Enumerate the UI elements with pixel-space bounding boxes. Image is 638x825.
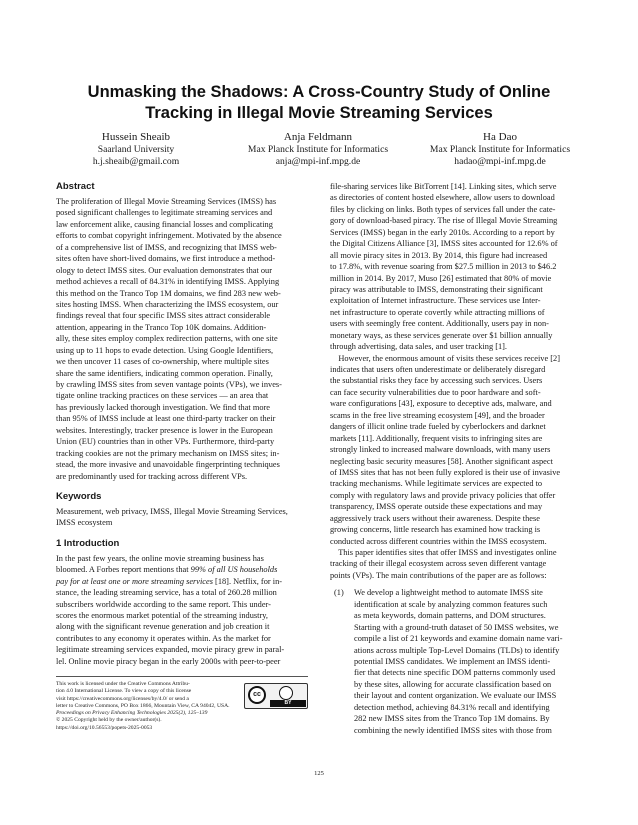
body-line: strongly linked to increased malware downloads, with many users bbox=[330, 445, 551, 455]
author-name: Ha Dao bbox=[483, 131, 517, 143]
list-line: We develop a lightweight method to automate IMSS site bbox=[354, 588, 543, 598]
abstract-line: law enforcement alike, causing financial losses and complicating bbox=[56, 219, 273, 229]
list-line: fier that detects nine specific DOM patterns commonly used bbox=[354, 668, 556, 678]
abstract-paragraph bbox=[56, 196, 308, 482]
body-line: files by clicking on links. Both types of services fall under the cate- bbox=[330, 204, 556, 214]
intro-text: bloomed. A Forbes report mentions that bbox=[56, 565, 191, 575]
body-line: gory of download-based piracy. The rise of Illegal Movie Streaming bbox=[330, 216, 558, 226]
abstract-line: has previously lacked thorough investigation. We find that more bbox=[56, 402, 270, 412]
abstract-line: using up to 11 hops to evade detection. Using Google Identifiers, bbox=[56, 345, 274, 355]
creative-commons-icon: cc bbox=[248, 686, 266, 704]
intro-line: along with the significant revenue generation and job creation it bbox=[56, 622, 270, 632]
keywords-line: Measurement, web privacy, IMSS, Illegal Movie Streaming Services, bbox=[56, 506, 288, 516]
body-line: can face security vulnerabilities due to poor hardware and soft- bbox=[330, 387, 541, 397]
list-line: Starting with a ground-truth dataset of 50 IMSS websites, we bbox=[354, 622, 559, 632]
left-column bbox=[56, 181, 308, 667]
body-line: markets [11]. Additionally, frequent visits to infringing sites are bbox=[330, 433, 543, 443]
list-line: their layout and content organization. We evaluate our IMSS bbox=[354, 691, 557, 701]
intro-line bbox=[56, 564, 308, 575]
body-line: through advertising, data sales, and user tracking [1]. bbox=[330, 342, 508, 352]
abstract-line: by crawling IMSS sites from seven vantage points (VPs), we inves- bbox=[56, 380, 282, 389]
footnote-line: tion 4.0 International License. To view a copy of this license bbox=[56, 688, 192, 695]
body-line: million in 2014. By 2017, Muso [26] estimated that 80% of movie bbox=[330, 273, 552, 283]
body-line: tracking of their illegal ecosystem across seven different vantage bbox=[330, 559, 547, 569]
body-line: aggressively track users without their awareness. Despite these bbox=[330, 513, 540, 523]
author-email[interactable]: hadao@mpi-inf.mpg.de bbox=[454, 155, 546, 167]
cc-by-badge[interactable] bbox=[244, 683, 308, 709]
abstract-line: findings reveal that four specific IMSS sites attract considerable bbox=[56, 311, 271, 321]
body-line: as directories of content hosted elsewhere, allow users to download bbox=[330, 193, 555, 203]
footnote-line: letter to Creative Commons, PO Box 1866, Mountain View, CA 94042, USA. bbox=[56, 702, 230, 709]
intro-line: stance, the leading streaming service, has a total of 260.28 million bbox=[56, 588, 277, 598]
cc-by-label: BY bbox=[270, 700, 306, 707]
keywords-line: IMSS ecosystem bbox=[56, 518, 113, 528]
intro-line: lel. Online movie piracy began in the early 2000s with peer-to-peer bbox=[56, 656, 281, 666]
abstract-line: Union (EU) countries than in other VPs. Furthermore, third-party bbox=[56, 437, 275, 447]
body-line: dangers of illicit online trade fueled by cyberlockers and darknet bbox=[330, 422, 546, 432]
right-paragraphs bbox=[330, 181, 582, 581]
abstract-line: method achieves a recall of 84.31% in identifying IMSS. Applying bbox=[56, 277, 280, 287]
body-line: monetary ways, as these services generate over $1 billion annually bbox=[330, 330, 553, 340]
page-number: 125 bbox=[314, 770, 324, 777]
author-email[interactable]: anja@mpi-inf.mpg.de bbox=[275, 155, 361, 167]
list-line: identification at scale by analyzing common features such bbox=[354, 599, 548, 609]
introduction-paragraph bbox=[56, 553, 308, 667]
abstract-line: stead, the more invasive and unavoidable fingerprinting techniques bbox=[56, 460, 280, 470]
author-1 bbox=[56, 131, 216, 167]
body-line: to 17.8%, with revenue soaring from $27.5 million in 2013 to $46.2 bbox=[330, 262, 557, 272]
abstract-line: are predominantly used for tracking across different VPs. bbox=[56, 471, 248, 481]
abstract-line: share the same identifiers, indicating common operation. Finally, bbox=[56, 368, 273, 378]
list-line: potential IMSS candidates. We implement an IMSS identi- bbox=[354, 656, 551, 666]
abstract-line: this method on the Tranco Top 1M domains, we find 283 new web- bbox=[56, 288, 281, 298]
abstract-line: The proliferation of Illegal Movie Streaming Services (IMSS) has bbox=[56, 197, 277, 206]
body-line: the Digital Citizens Alliance [3], IMSS sites accounted for 12.6% of bbox=[330, 239, 558, 249]
list-line: detection method, achieving 84.31% recall and identifying bbox=[354, 702, 550, 712]
body-line: conducted across different countries within the IMSS ecosystem. bbox=[330, 536, 547, 546]
abstract-line: attention, appearing in the Tranco Top 10K domains. Addition- bbox=[56, 322, 267, 332]
body-line: piracy was attributable to IMSS, demonstrating their significant bbox=[330, 284, 543, 294]
body-line: However, the enormous amount of visits these services receive [2] bbox=[330, 353, 560, 363]
abstract-line: tigate online tracking practices on these services — an area that bbox=[56, 391, 269, 401]
body-line: neglecting basic security measures [58]. Another significant aspect bbox=[330, 456, 553, 466]
body-line: transparency, IMSS operate outside these expectations and may bbox=[330, 502, 543, 512]
intro-line: contributes to any economy it operates within. As the market for bbox=[56, 633, 271, 643]
body-line: file-sharing services like BitTorrent [14]. Linking sites, which serve bbox=[330, 182, 557, 191]
body-line: exploitation of Internet infrastructure. These services use Inter- bbox=[330, 296, 541, 306]
body-line: all movie piracy sites in 2013. By 2014, this figure had increased bbox=[330, 250, 548, 260]
intro-line bbox=[56, 576, 308, 587]
intro-italic-text: 99% of all US households bbox=[190, 565, 278, 575]
author-name: Hussein Sheaib bbox=[101, 131, 171, 143]
body-line: ware configurations [43], exposure to deceptive ads, malware, and bbox=[330, 399, 552, 409]
author-affiliation: Max Planck Institute for Informatics bbox=[247, 144, 389, 155]
abstract-line: sites often have short-lived domains, we first introduce a method- bbox=[56, 254, 276, 264]
abstract-line: tracking cookies are not the primary mechanism on IMSS sites; in- bbox=[56, 448, 280, 458]
body-line: the substantial risks they face by accessing such services. Users bbox=[330, 376, 543, 386]
abstract-line: ally, these sites employ complex redirection patterns, with one site bbox=[56, 334, 278, 344]
author-2 bbox=[238, 131, 398, 167]
footnote-line[interactable]: visit https://creativecommons.org/licenses/by/4.0/ or send a bbox=[56, 695, 189, 702]
list-line: ations across multiple Top-Level Domains (TLDs) to identify bbox=[354, 645, 560, 655]
body-line: scams in the free live streaming ecosystem [49], and the broader bbox=[330, 410, 545, 420]
list-line: compile a list of 21 keywords and examine domain name vari- bbox=[354, 634, 563, 644]
body-line: tracking mechanisms. While legitimate services are expected to bbox=[330, 479, 543, 489]
body-line: indicates that users often underestimate or deliberately disregard bbox=[330, 365, 546, 374]
abstract-line: efforts to combat copyright infringement. Motivated by the absence bbox=[56, 231, 282, 241]
body-line: of IMSS sites that has not been fully explored is their use of invasive bbox=[330, 467, 561, 477]
footnote-line: Proceedings on Privacy Enhancing Technologies 2025(2), 125–139 bbox=[56, 710, 208, 717]
author-email[interactable]: h.j.sheaib@gmail.com bbox=[92, 155, 180, 167]
abstract-heading: Abstract bbox=[56, 181, 95, 192]
intro-line: In the past few years, the online movie streaming business has bbox=[56, 553, 264, 563]
body-line: points (VPs). The main contributions of the paper are as follows: bbox=[330, 570, 547, 580]
abstract-line: we then uncover 11 cases of co-ownership, where multiple sites bbox=[56, 357, 269, 367]
list-line: by these sites, allowing for accurate classification based on bbox=[354, 679, 552, 689]
attribution-person-icon bbox=[279, 686, 293, 700]
introduction-heading: 1 Introduction bbox=[56, 537, 120, 549]
body-line: growing concerns, little research has examined how tracking is bbox=[330, 525, 541, 535]
author-3 bbox=[418, 131, 582, 167]
abstract-line: websites. Interestingly, tracker presence is lower in the European bbox=[56, 425, 273, 435]
author-affiliation: Max Planck Institute for Informatics bbox=[429, 144, 571, 155]
title-line-1: Unmasking the Shadows: A Cross-Country Study of Online bbox=[87, 83, 551, 101]
right-column bbox=[330, 181, 582, 736]
contribution-list-item bbox=[330, 587, 582, 736]
intro-line: legitimate streaming services expanded, movie piracy grew in paral- bbox=[56, 645, 285, 655]
author-name: Anja Feldmann bbox=[283, 131, 353, 143]
body-line: Services (IMSS) began in the early 2010s. According to a report by bbox=[330, 227, 555, 237]
body-line: net infrastructure to operate covertly while attracting millions of bbox=[330, 307, 545, 317]
title-line-2: Tracking in Illegal Movie Streaming Services bbox=[145, 104, 493, 122]
footnote-line: This work is licensed under the Creative Commons Attribu- bbox=[56, 681, 190, 687]
footnote-line: © 2025 Copyright held by the owner/author(s). bbox=[56, 717, 162, 724]
list-line: combining the newly identified IMSS sites with those from bbox=[354, 725, 552, 735]
abstract-line: ology to detect IMSS sites. Our evaluation demonstrates that our bbox=[56, 265, 272, 275]
paper-title bbox=[56, 82, 582, 124]
doi-link[interactable]: https://doi.org/10.56553/popets-2025-0053 bbox=[56, 724, 153, 731]
abstract-line: sites hosting IMSS. When characterizing the IMSS ecosystem, our bbox=[56, 299, 279, 309]
body-line: users with seemingly free content. Additionally, users pay in non- bbox=[330, 319, 549, 329]
intro-citation-text: [18]. Netflix, for in- bbox=[212, 576, 283, 586]
intro-line: subscribers worldwide according to the same report. This under- bbox=[56, 599, 271, 609]
intro-italic-text: pay for at least one or more streaming services bbox=[56, 576, 213, 586]
list-line: as meta keywords, domain patterns, and DOM structures. bbox=[354, 611, 546, 621]
license-footnote bbox=[56, 676, 308, 732]
abstract-line: than 95% of IMSS include at least one third-party tracker on their bbox=[56, 414, 276, 424]
intro-line: scores the enormous market potential of the streaming industry, bbox=[56, 611, 268, 620]
body-line: This paper identifies sites that offer IMSS and investigates online bbox=[330, 548, 557, 557]
license-text bbox=[56, 681, 236, 703]
abstract-line: of a comprehensive list of IMSS, and recognizing that IMSS web- bbox=[56, 242, 277, 252]
keywords-paragraph bbox=[56, 506, 308, 529]
abstract-line: posed significant challenges to legitimate streaming services and bbox=[56, 208, 273, 218]
author-affiliation: Saarland University bbox=[97, 144, 175, 155]
keywords-heading: Keywords bbox=[56, 490, 102, 502]
list-marker: (1) bbox=[334, 588, 344, 598]
body-line: comply with regulatory laws and provide privacy policies that offer bbox=[330, 490, 556, 500]
list-line: 282 new IMSS sites from the Tranco Top 1M domains. By bbox=[354, 714, 550, 724]
